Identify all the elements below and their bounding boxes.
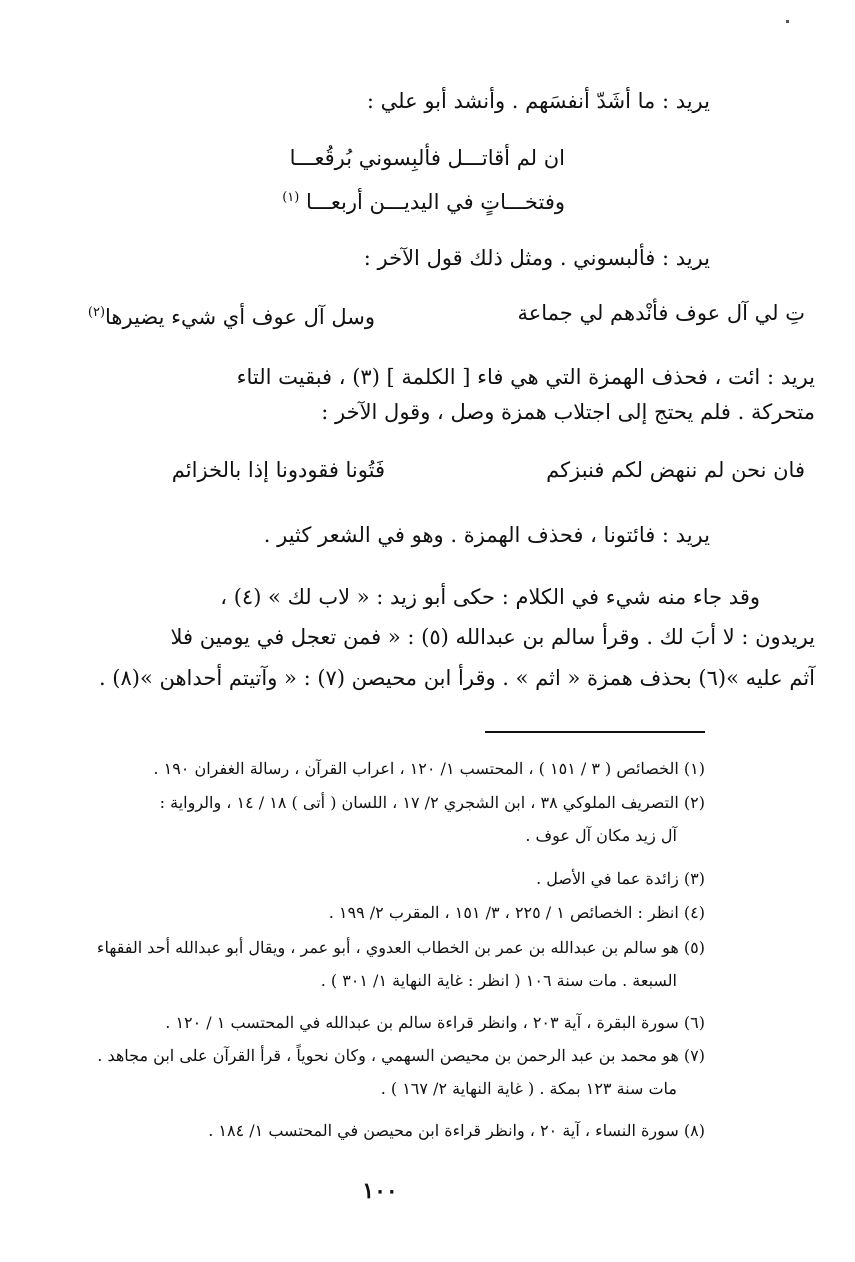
verse-2-left-text: وسل آل عوف أي شيء يضيرها <box>105 305 375 329</box>
verse-3-right-hemistich: فان نحن لم ننهض لكم فنبزكم <box>546 458 805 482</box>
page-number: ١٠٠ <box>362 1178 398 1204</box>
footnote-5: (٥) هو سالم بن عبدالله بن عمر بن الخطاب العدوي ، أبو عمر ، ويقال أبو عبدالله أحد الفقهاء <box>96 938 705 957</box>
scan-speck <box>786 20 789 23</box>
footnote-separator <box>485 731 705 733</box>
body-line-3: يريد : ائت ، فحذف الهمزة التي هي فاء [ الكلمة ] (٣) ، فبقيت التاء <box>236 365 815 389</box>
verse-1-second-hemistich <box>282 183 565 217</box>
footnote-7: (٧) هو محمد بن عبد الرحمن بن محيصن السهمي ، وكان نحوياً ، قرأ القرآن على ابن مجاهد . <box>97 1046 705 1065</box>
body-line-2: يريد : فألبسوني . ومثل ذلك قول الآخر : <box>363 246 710 270</box>
verse-1-first-hemistich: ان لم أقاتـــل فألبِسوني بُرقُعـــا <box>289 146 565 170</box>
verse-3-left-hemistich: فَتُونا فقودونا إذا بالخزائم <box>171 458 385 482</box>
verse-2-left-hemistich <box>88 298 375 332</box>
footnote-7-continued: مات سنة ١٢٣ بمكة . ( غاية النهاية ٢/ ١٦٧ ) . <box>380 1079 677 1098</box>
footnote-5-continued: السبعة . مات سنة ١٠٦ ( انظر : غاية النهاية ١/ ٣٠١ ) . <box>320 971 677 990</box>
footnote-6: (٦) سورة البقرة ، آية ٢٠٣ ، وانظر قراءة سالم بن عبدالله في المحتسب ١ / ١٢٠ . <box>165 1013 705 1032</box>
footnote-2: (٢) التصريف الملوكي ٣٨ ، ابن الشجري ٢/ ١٧ ، اللسان ( أتى ) ١٨ / ١٤ ، والرواية : <box>159 793 705 812</box>
footnote-1: (١) الخصائص ( ٣ / ١٥١ ) ، المحتسب ١/ ١٢٠ ، اعراب القرآن ، رسالة الغفران ١٩٠ . <box>153 759 705 778</box>
footnote-ref-1: (١) <box>282 190 300 205</box>
body-line-7: يريدون : لا أبَ لك . وقرأ سالم بن عبدالله (٥) : « فمن تعجل في يومين فلا <box>170 625 815 649</box>
verse-2-right-hemistich: تِ لي آل عوف فأنْدهم لي جماعة <box>517 301 805 325</box>
body-line-1: يريد : ما أشَدّ أنفسَهم . وأنشد أبو علي : <box>366 89 710 113</box>
verse-1-second-text: وفتخـــاتٍ في اليديـــن أربعـــا <box>306 190 565 214</box>
body-line-5: يريد : فائتونا ، فحذف الهمزة . وهو في الشعر كثير . <box>263 523 710 547</box>
body-line-4: متحركة . فلم يحتج إلى اجتلاب همزة وصل ، وقول الآخر : <box>321 400 815 424</box>
footnote-8: (٨) سورة النساء ، آية ٢٠ ، وانظر قراءة ابن محيصن في المحتسب ١/ ١٨٤ . <box>208 1121 705 1140</box>
footnote-2-continued: آل زيد مكان آل عوف . <box>525 826 677 845</box>
footnote-3: (٣) زائدة عما في الأصل . <box>536 869 705 888</box>
footnote-ref-2: (٢) <box>87 305 106 320</box>
body-line-8: آثم عليه »(٦) بحذف همزة « اثم » . وقرأ ابن محيصن (٧) : « وآتيتم أحداهن »(٨) . <box>98 666 815 690</box>
body-line-6: وقد جاء منه شيء في الكلام : حكى أبو زيد : « لاب لك » (٤) ، <box>220 585 760 609</box>
footnote-4: (٤) انظر : الخصائص ١ / ٢٢٥ ، ٣/ ١٥١ ، المقرب ٢/ ١٩٩ . <box>328 903 705 922</box>
